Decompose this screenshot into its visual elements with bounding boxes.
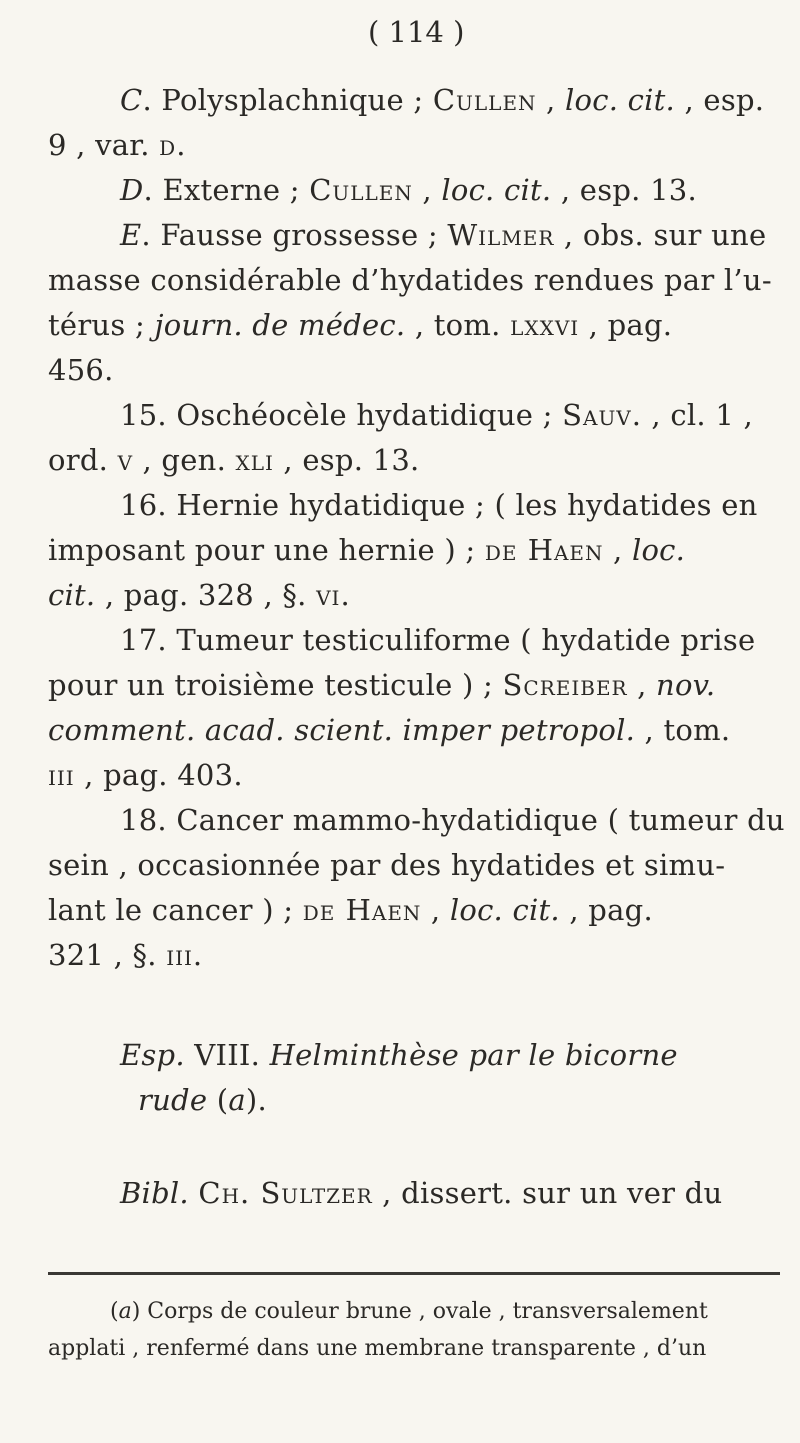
text: ,	[421, 893, 450, 927]
footnote-rule	[48, 1272, 780, 1275]
text-line-2	[48, 127, 186, 163]
text-line-13: 17. Tumeur testiculiforme ( hydatide prise	[120, 623, 756, 657]
text-line-10: 16. Hernie hydatidique ; ( les hydatides en	[120, 488, 758, 522]
text-line-9	[48, 442, 420, 478]
text-line-5: masse considérable d’hydatides rendues par l’u-	[48, 263, 772, 297]
footnote-line-1	[110, 1298, 708, 1326]
text: , tom.	[405, 308, 511, 342]
species-name: rude	[138, 1083, 208, 1117]
species-label: Esp.	[120, 1038, 185, 1072]
text-line-16	[48, 757, 243, 793]
text-line-7: 456.	[48, 353, 114, 387]
text: . Externe ;	[143, 173, 310, 207]
author-name: Cullen	[309, 173, 413, 207]
text-line-6	[48, 307, 672, 343]
volume-number: iii	[48, 758, 75, 792]
text: imposant pour une hernie ) ;	[48, 533, 485, 567]
citation: loc. cit.	[564, 83, 676, 117]
text: ).	[245, 1083, 267, 1117]
author-name: Ch. Sultzer	[198, 1176, 373, 1210]
order-number: v	[117, 443, 134, 477]
text-line-20	[48, 937, 203, 973]
text-line-12	[48, 577, 351, 613]
text-line-1	[120, 82, 764, 118]
journal-title: comment. acad. scient. imper petropol.	[48, 713, 636, 747]
text: , esp. 13.	[273, 443, 420, 477]
journal-title: journ. de médec.	[154, 308, 406, 342]
text: , pag.	[579, 308, 673, 342]
text: 15. Oschéocèle hydatidique ;	[120, 398, 563, 432]
footnote-marker: a	[228, 1083, 246, 1117]
section-number: iii.	[166, 938, 204, 972]
author-name: Sauv.	[562, 398, 642, 432]
text-line-4	[120, 217, 766, 253]
page-number: ( 114 )	[368, 15, 465, 49]
text: , pag. 403.	[74, 758, 243, 792]
text: pour un troisième testicule ) ;	[48, 668, 503, 702]
text-line-11	[48, 532, 685, 568]
text: ) Corps de couleur brune , ovale , transversalement	[131, 1299, 708, 1324]
author-name: de Haen	[302, 893, 422, 927]
footnote-marker: a	[118, 1299, 132, 1324]
bibliography-label: Bibl.	[120, 1176, 189, 1210]
item-letter: E	[120, 218, 142, 252]
text: lant le cancer ) ;	[48, 893, 303, 927]
author-name: Screiber	[502, 668, 628, 702]
citation: cit.	[48, 578, 96, 612]
species-number: VIII.	[184, 1038, 270, 1072]
text-line-17: 18. Cancer mammo-hydatidique ( tumeur du	[120, 803, 785, 837]
text-line-15	[48, 712, 730, 748]
variety-letter: d.	[159, 128, 187, 162]
genus-number: xli	[235, 443, 274, 477]
text: 321 , §.	[48, 938, 167, 972]
citation: loc. cit.	[449, 893, 560, 927]
text: , pag. 328 , §.	[95, 578, 317, 612]
author-name: Wilmer	[447, 218, 555, 252]
item-letter: D	[120, 173, 144, 207]
text: , esp.	[675, 83, 765, 117]
text: , obs. sur une	[554, 218, 767, 252]
text: , pag.	[559, 893, 653, 927]
text: 9 , var.	[48, 128, 160, 162]
section-number: vi.	[316, 578, 351, 612]
text-line-14	[48, 667, 715, 703]
bibliography-line	[120, 1175, 722, 1211]
text: ,	[412, 173, 442, 207]
text: , esp. 13.	[551, 173, 697, 207]
text-line-18: sein , occasionnée par des hydatides et simu-	[48, 848, 726, 882]
text: ,	[536, 83, 565, 117]
text: , cl. 1 ,	[641, 398, 753, 432]
author-name: de Haen	[484, 533, 604, 567]
text: ,	[627, 668, 657, 702]
footnote-line-2: applati , renfermé dans une membrane transparente , d’un	[48, 1336, 707, 1361]
citation: loc. cit.	[441, 173, 552, 207]
species-heading-line-2	[138, 1082, 267, 1118]
text: (	[207, 1083, 229, 1117]
item-letter: C	[120, 83, 143, 117]
text-line-19	[48, 892, 653, 928]
text: ,	[603, 533, 632, 567]
journal-title: nov.	[656, 668, 716, 702]
species-heading	[120, 1037, 678, 1073]
author-name: Cullen	[432, 83, 537, 117]
text: , gen.	[133, 443, 236, 477]
text: . Polysplachnique ;	[142, 83, 433, 117]
text-line-8	[120, 397, 753, 433]
text	[189, 1176, 198, 1210]
text: . Fausse grossesse ;	[141, 218, 448, 252]
text: térus ;	[48, 308, 155, 342]
citation: loc.	[631, 533, 686, 567]
volume-number: lxxvi	[510, 308, 580, 342]
text-line-3	[120, 172, 697, 208]
text: , dissert. sur un ver du	[372, 1176, 723, 1210]
text: , tom.	[635, 713, 731, 747]
text: (	[110, 1299, 119, 1324]
species-name: Helminthèse par le bicorne	[269, 1038, 678, 1072]
text: ord.	[48, 443, 118, 477]
